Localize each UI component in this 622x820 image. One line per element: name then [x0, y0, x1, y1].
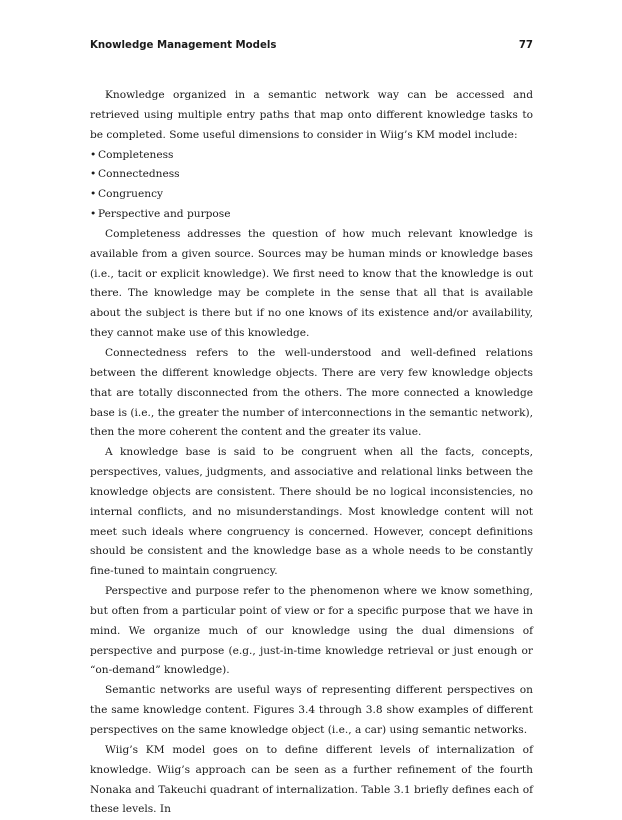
chapter-title: Knowledge Management Models	[90, 40, 277, 51]
list-item	[90, 205, 533, 225]
internalization-paragraph: Wiig’s KM model goes on to define different levels of internalization of knowledge. Wiig’s approach can be seen as a further refinement of the fourth Nonaka and Takeuchi quadrant of internalization. Table 3.1 briefly defines each of these levels. In	[90, 743, 533, 816]
connectedness-paragraph: Connectedness refers to the well-understood and well-defined relations between the different knowledge objects. There are very few knowledge objects that are totally disconnected from the others. The more connected a knowledge base is (i.e., the greater the number of interconnections in the semantic network), then the more coherent the content and the greater its value.	[90, 346, 533, 439]
page-number: 77	[518, 40, 533, 51]
bullet-icon: •	[90, 208, 97, 221]
completeness-paragraph: Completeness addresses the question of how much relevant knowledge is available from a given source. Sources may be human minds or knowledge bases (i.e., tacit or explicit knowledge). We first need to know that the knowledge is out there. The knowledge may be complete in the sense that all that is available about the subject is there but if no one knows of its existence and/or availability, they cannot make use of this knowledge.	[90, 227, 533, 340]
dimension-list	[90, 146, 533, 225]
semantic-networks-paragraph: Semantic networks are useful ways of representing different perspectives on the same knowledge content. Figures 3.4 through 3.8 show examples of different perspectives on the same knowledge object (i.e., a car) using semantic networks.	[90, 684, 533, 736]
list-item	[90, 146, 533, 166]
list-item	[90, 185, 533, 205]
congruency-paragraph: A knowledge base is said to be congruent when all the facts, concepts, perspectives, values, judgments, and associative and relational links between the knowledge objects are consistent. There should be no logical inconsistencies, no internal conflicts, and no misunderstandings. Most knowledge content will not meet such ideals where congruency is concerned. However, concept definitions should be consistent and the knowledge base as a whole needs to be constantly fine-tuned to maintain congruency.	[90, 446, 533, 578]
running-header	[90, 40, 533, 56]
bullet-icon: •	[90, 188, 97, 201]
intro-paragraph: Knowledge organized in a semantic network way can be accessed and retrieved using multiple entry paths that map onto different knowledge tasks to be completed. Some useful dimensions to consider in Wiig’s KM model include:	[90, 89, 533, 141]
list-item	[90, 165, 533, 185]
list-item-text: Connectedness	[98, 168, 180, 181]
bullet-icon: •	[90, 148, 97, 161]
list-item-text: Perspective and purpose	[98, 208, 231, 221]
list-item-text: Congruency	[98, 188, 163, 201]
list-item-text: Completeness	[98, 148, 174, 161]
bullet-icon: •	[90, 168, 97, 181]
body-text	[90, 86, 533, 820]
perspective-paragraph: Perspective and purpose refer to the phenomenon where we know something, but often from a particular point of view or for a specific purpose that we have in mind. We organize much of our knowledge using the dual dimensions of perspective and purpose (e.g., just-in-time knowledge retrieval or just enough or “on-demand” knowledge).	[90, 585, 533, 677]
